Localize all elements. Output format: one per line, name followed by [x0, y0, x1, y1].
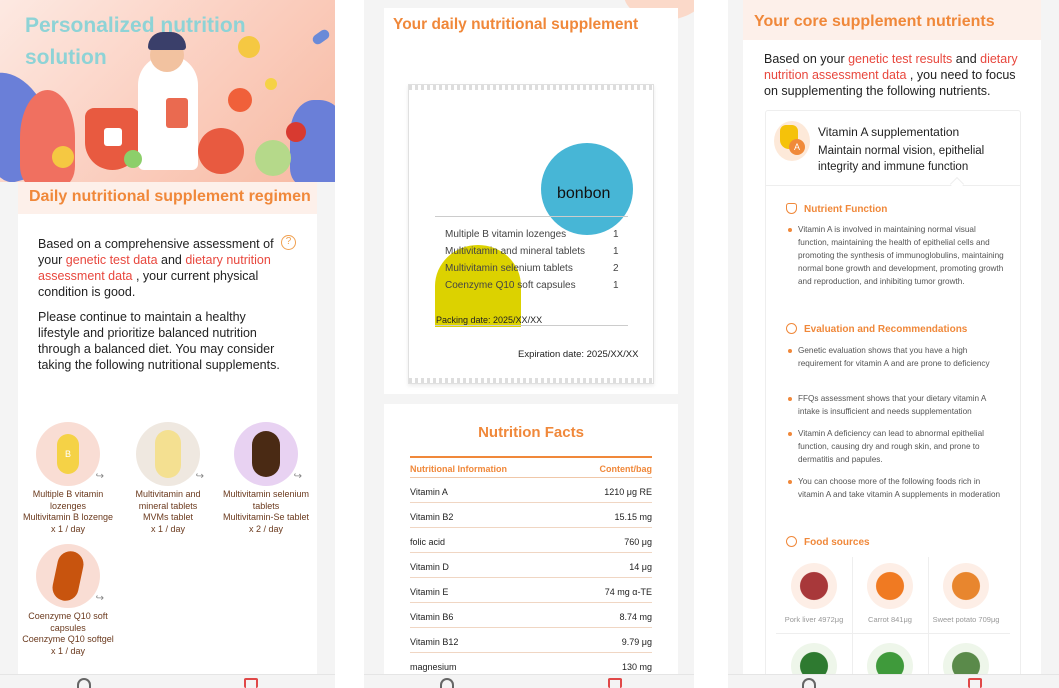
dietary-assessment-link[interactable]: dietary nutrition assessment data [764, 52, 1018, 82]
tablet-icon [252, 431, 280, 477]
supplement-dose: x 1 / day [50, 645, 86, 656]
nutrient-name: Vitamin B2 [410, 512, 454, 522]
carrot-icon [867, 563, 913, 609]
lime-decoration [124, 150, 142, 168]
grid-divider [776, 633, 1010, 634]
hero-title-line1: Personalized nutrition [25, 14, 246, 37]
nutrient-name: Vitamin E [410, 587, 449, 597]
section-header [743, 0, 1041, 40]
nutrient-value: 9.79 μg [621, 637, 652, 647]
nav-home-icon[interactable] [440, 678, 454, 688]
capsule-decoration [311, 28, 331, 47]
packing-date: Packing date: 2025/XX/XX [436, 315, 543, 325]
supplement-card-selenium[interactable] [216, 422, 316, 535]
hero-title [25, 10, 265, 74]
food-sweet-potato[interactable] [928, 563, 1004, 624]
nutrition-row [410, 553, 652, 578]
evaluation-item: FFQs assessment shows that your dietary vitamin A intake is insufficient and needs supplementation [786, 392, 1008, 418]
nutrient-value: 1210 μg RE [604, 487, 652, 497]
evaluation-item: You can choose more of the following foods rich in vitamin A and take vitamin A supplements in moderation [786, 475, 1008, 501]
receipt [408, 84, 654, 384]
evaluation-title: Evaluation and Recommendations [804, 324, 968, 335]
hero-title-line2: solution [25, 46, 107, 69]
genetic-test-results-link[interactable]: genetic test results [848, 52, 953, 66]
evaluation-item: Vitamin A deficiency can lead to abnormal epithelial function, causing dry and rough skin, and prone to dermatitis and papules. [786, 427, 1008, 466]
supplement-short-name: Multivitamin-Se tablet [222, 512, 310, 522]
supplement-name: Multivitamin selenium tablets [222, 489, 310, 511]
lemon-decoration [52, 146, 74, 168]
pork-liver-icon [791, 563, 837, 609]
regimen-card [18, 182, 317, 688]
vitamin-title: Vitamin A supplementation [818, 125, 960, 139]
food-sources-title: Food sources [804, 537, 870, 548]
supplement-card-coq10[interactable] [18, 544, 118, 657]
recommendation-paragraph: Please continue to maintain a healthy lifestyle and prioritize balanced nutrition through a balanced diet. You may consider taking the following nutritional supplements. [38, 310, 280, 372]
cabbage-decoration [255, 140, 291, 176]
evaluation-item: Genetic evaluation shows that you have a high requirement for vitamin A and are prone to deficiency [786, 344, 1008, 370]
clipboard-icon [166, 98, 188, 128]
section-header [18, 182, 317, 214]
food-label: Sweet potato 709μg [932, 615, 1000, 624]
receipt-qty: 1 [613, 280, 619, 291]
receipt-qty: 1 [613, 229, 619, 240]
pill-icon: B [57, 434, 79, 474]
chart-icon [786, 323, 797, 334]
nav-report-icon[interactable] [968, 678, 982, 688]
supplement-dose: x 2 / day [248, 523, 284, 534]
receipt-divider [435, 216, 628, 217]
nutrient-value: 15.15 mg [614, 512, 652, 522]
nav-report-icon[interactable] [244, 678, 258, 688]
supplement-card-b-vitamin[interactable] [18, 422, 118, 535]
heart-badge-icon [198, 128, 244, 174]
nutrient-name: Vitamin A [410, 487, 448, 497]
nutrition-row [410, 478, 652, 503]
leaf-decoration [20, 90, 75, 182]
hero-banner [0, 0, 335, 182]
supplement-name: Multiple B vitamin lozenges [32, 489, 104, 511]
share-icon[interactable]: ↪ [95, 470, 104, 482]
supplement-dose: x 1 / day [150, 523, 186, 534]
receipt-item: Multivitamin and mineral tablets [445, 246, 586, 257]
brand-name: bonbon [557, 185, 611, 202]
para-text: and [952, 52, 981, 66]
food-carrot[interactable] [852, 563, 928, 624]
receipt-edge [409, 378, 653, 383]
supplement-short-name: MVMs tablet [142, 512, 193, 522]
receipt-divider [435, 325, 628, 326]
nutrition-row [410, 528, 652, 553]
nutrient-value: 14 μg [629, 562, 652, 572]
bottom-nav [728, 674, 1059, 688]
expiration-date: Expiration date: 2025/XX/XX [518, 349, 639, 360]
nutrient-value: 130 mg [621, 662, 652, 672]
dietary-assessment-link[interactable]: dietary nutrition assessment data [38, 253, 271, 283]
nutrition-row [410, 578, 652, 603]
nutrient-name: Vitamin D [410, 562, 449, 572]
tablet-icon [155, 430, 181, 478]
function-title: Nutrient Function [804, 204, 888, 215]
para-text: , you need to focus on supplementing the following nutrients. [764, 68, 1016, 98]
nutrient-name: magnesium [410, 662, 457, 672]
tomato-decoration [286, 122, 306, 142]
genetic-test-data-link[interactable]: genetic test data [65, 253, 158, 267]
nutrition-facts-title: Nutrition Facts [478, 424, 584, 441]
fork-knife-icon [786, 536, 797, 547]
section-title: Daily nutritional supplement regimen [29, 188, 311, 205]
nav-report-icon[interactable] [608, 678, 622, 688]
assessment-paragraph [38, 236, 283, 300]
supplement-card-multivitamin[interactable] [118, 422, 218, 535]
supplement-short-name: Coenzyme Q10 softgel [22, 634, 114, 644]
nutrient-value: 74 mg α-TE [604, 587, 652, 597]
share-icon[interactable]: ↪ [95, 592, 104, 604]
para-text: and [157, 253, 186, 267]
vitamin-letter-badge: A [789, 139, 805, 155]
para-text: , your current physical condition is good. [38, 269, 259, 299]
food-pork-liver[interactable] [776, 563, 852, 624]
nav-home-icon[interactable] [77, 678, 91, 688]
nav-home-icon[interactable] [802, 678, 816, 688]
nutrition-row [410, 628, 652, 653]
para-text: Based on your [764, 52, 849, 66]
nutrient-value: 8.74 mg [619, 612, 652, 622]
panel-supplement-regimen [0, 0, 335, 688]
section-title: Your core supplement nutrients [754, 13, 995, 30]
panel-core-nutrients [728, 0, 1059, 688]
supplement-name: Coenzyme Q10 soft capsules [28, 611, 108, 633]
receipt-item: Multivitamin selenium tablets [445, 263, 573, 274]
food-label: Pork liver 4972μg [784, 615, 844, 624]
cross-icon [104, 128, 122, 146]
column-header: Content/bag [599, 464, 652, 474]
bottom-nav [0, 674, 335, 688]
section-header [384, 8, 678, 42]
supplement-dose: x 1 / day [50, 523, 86, 534]
bottom-nav [364, 674, 694, 688]
divider [766, 185, 1020, 186]
pointer-caret [950, 177, 964, 191]
nutrition-row [410, 603, 652, 628]
vitamin-subtitle: Maintain normal vision, epithelial integrity and immune function [818, 145, 985, 173]
nutrient-name: Vitamin B12 [410, 637, 459, 647]
panel-daily-supplement [364, 0, 694, 688]
para-text: Based on a comprehensive assessment of your [38, 237, 274, 267]
receipt-edge [409, 85, 653, 90]
vitamin-a-icon [774, 121, 810, 161]
help-icon[interactable]: ? [281, 235, 296, 250]
supplement-image [234, 422, 302, 486]
supplement-image [36, 422, 104, 486]
section-title: Your daily nutritional supplement [393, 16, 639, 33]
receipt-item: Multiple B vitamin lozenges [445, 229, 567, 240]
column-header: Nutritional Information [410, 464, 507, 474]
core-nutrients-card [743, 0, 1041, 688]
softgel-icon [50, 549, 86, 603]
shield-icon [786, 203, 797, 214]
function-text: Vitamin A is involved in maintaining normal visual function, maintaining the health of epithelial cells and promoting the synthesis of immunoglobulins, maintaining normal bone growth and development, promoting growth and reproduction, and inhibiting tumor growth. [786, 223, 1008, 288]
nutrient-name: folic acid [410, 537, 446, 547]
nutrition-facts-card [384, 404, 678, 688]
receipt-qty: 1 [613, 246, 619, 257]
food-label: Carrot 841μg [868, 615, 912, 624]
supplement-image [36, 544, 104, 608]
fruit-decoration [228, 88, 252, 112]
sweet-potato-icon [943, 563, 989, 609]
nutrient-value: 760 μg [624, 537, 652, 547]
share-icon[interactable]: ↪ [293, 470, 302, 482]
share-icon[interactable]: ↪ [195, 470, 204, 482]
pill-decoration [265, 78, 277, 90]
nutrient-name: Vitamin B6 [410, 612, 454, 622]
nutrition-row [410, 503, 652, 528]
supplement-name: Multivitamin and mineral tablets [135, 489, 201, 511]
receipt-qty: 2 [613, 263, 619, 274]
supplement-short-name: Multivitamin B lozenge [22, 512, 114, 522]
intro-paragraph [764, 51, 1024, 99]
vitamin-a-panel [765, 110, 1021, 688]
nutrition-table-header [410, 456, 652, 478]
receipt-item: Coenzyme Q10 soft capsules [445, 280, 576, 291]
supplement-image [136, 422, 204, 486]
